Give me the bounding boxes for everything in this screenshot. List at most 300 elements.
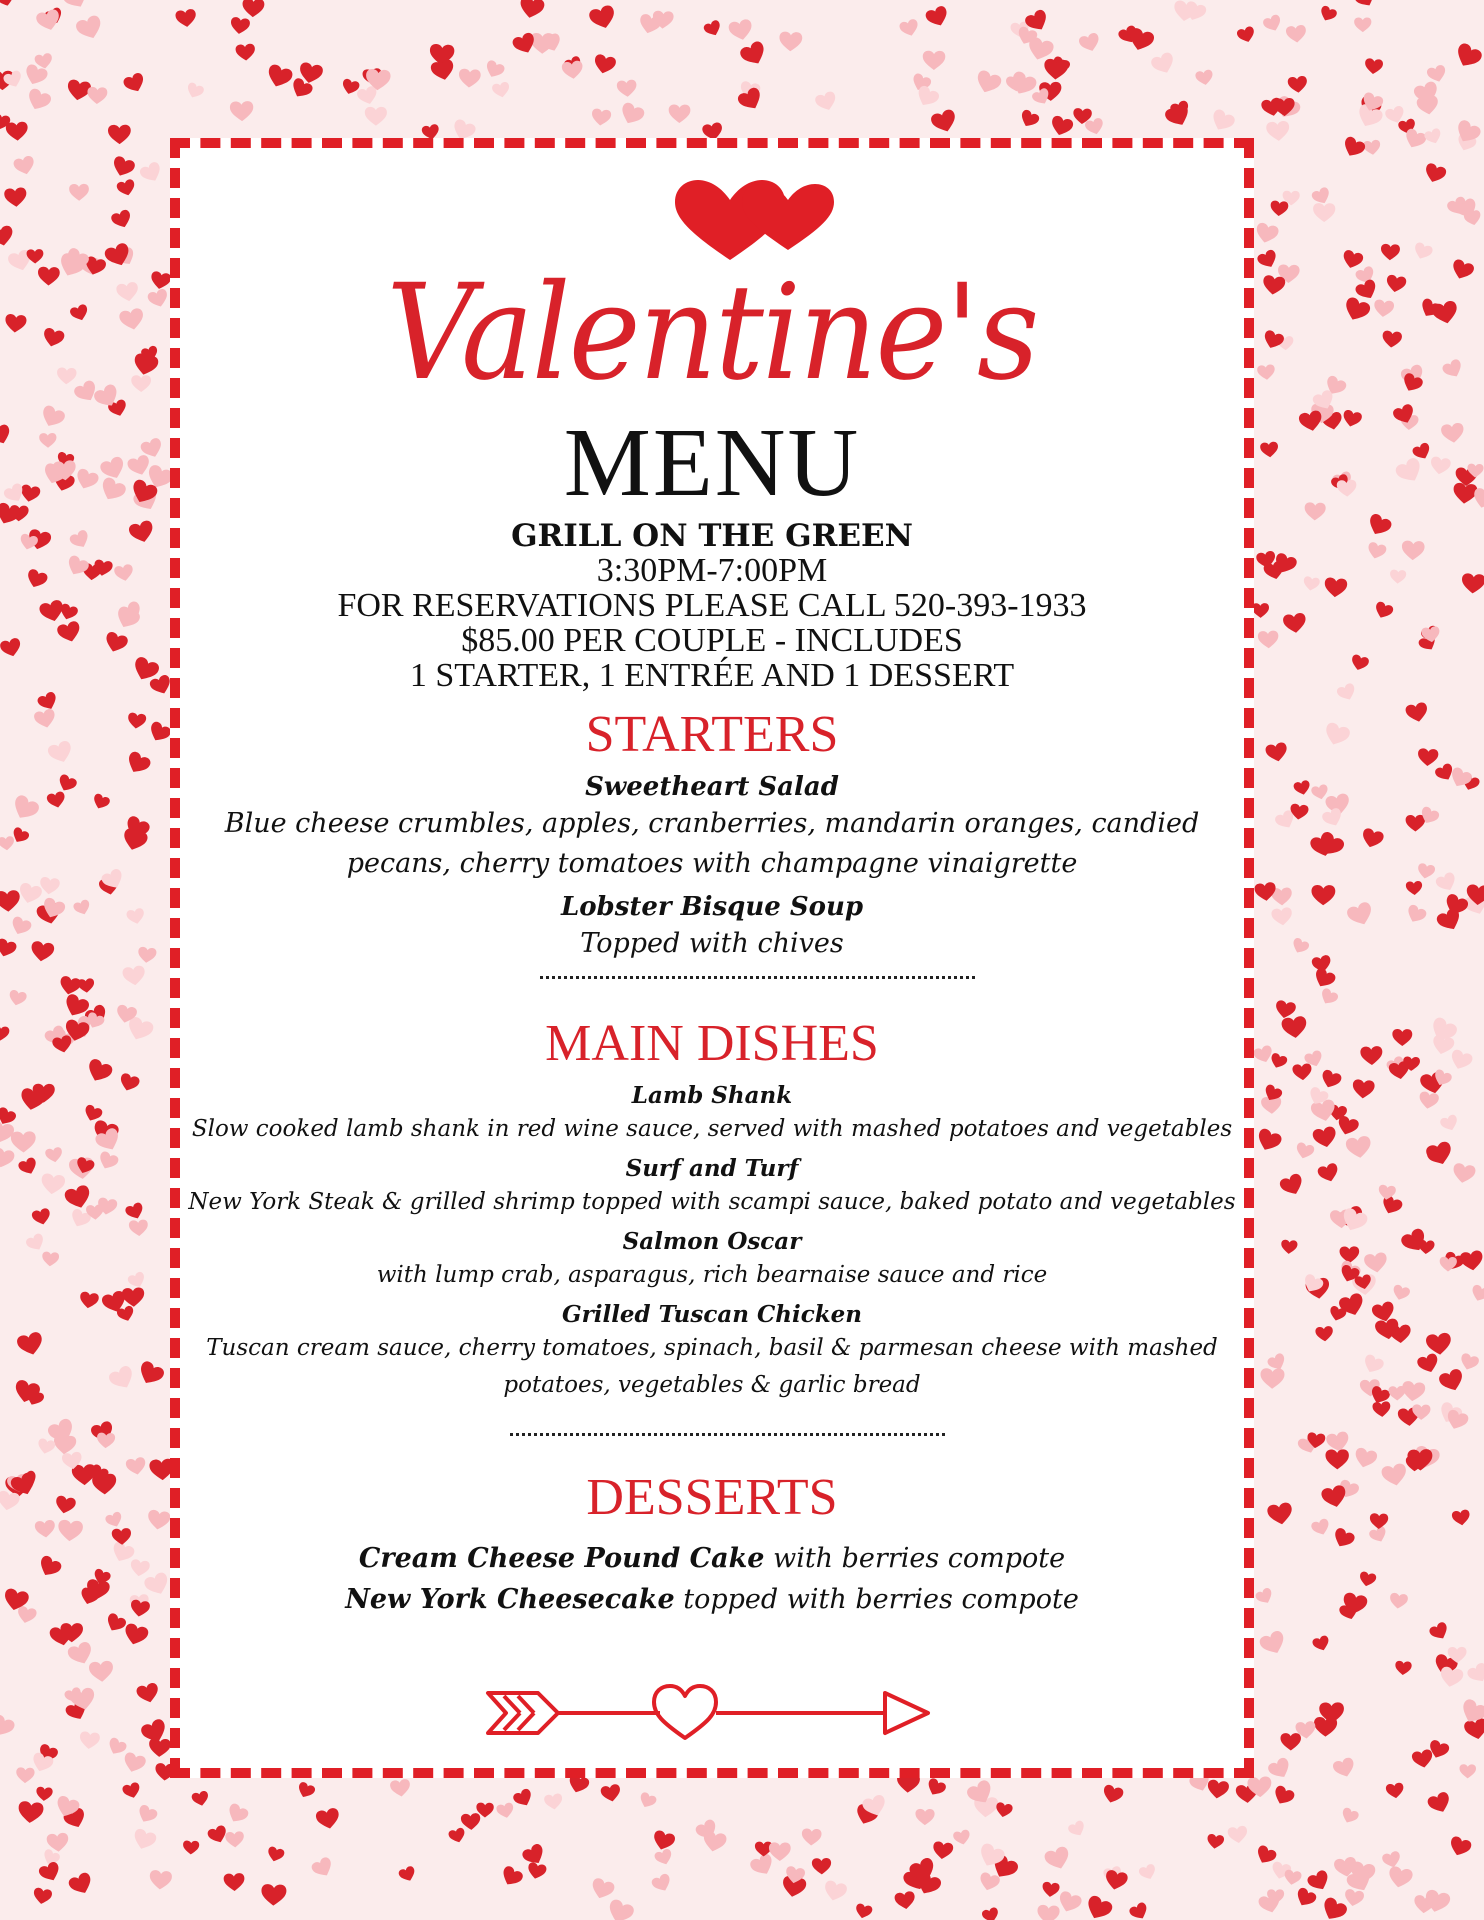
heart-confetti-icon xyxy=(104,1511,124,1530)
reservations-text: FOR RESERVATIONS PLEASE CALL 520-393-1933 xyxy=(337,587,1087,624)
heart-confetti-icon xyxy=(738,40,769,69)
heart-confetti-icon xyxy=(1150,51,1178,77)
starter-item-name: Lobster Bisque Soup xyxy=(560,892,864,922)
heart-confetti-icon xyxy=(1438,1666,1464,1689)
heart-confetti-icon xyxy=(24,87,52,114)
heart-confetti-icon xyxy=(1138,1863,1158,1882)
heart-confetti-icon xyxy=(1463,1717,1484,1741)
heart-confetti-icon xyxy=(1411,1749,1434,1770)
heart-confetti-icon xyxy=(116,281,140,303)
venue-name: GRILL ON THE GREEN xyxy=(511,518,913,554)
heart-confetti-icon xyxy=(1365,512,1393,539)
heart-confetti-icon xyxy=(36,1438,56,1456)
heart-confetti-icon xyxy=(588,4,618,32)
heart-confetti-icon xyxy=(1049,115,1075,138)
heart-confetti-icon xyxy=(129,1599,150,1618)
heart-confetti-icon xyxy=(1458,1352,1480,1372)
heart-confetti-icon xyxy=(45,1147,64,1164)
heart-confetti-icon xyxy=(223,1873,245,1892)
heart-confetti-icon xyxy=(261,1884,287,1906)
heart-confetti-icon xyxy=(135,1682,160,1705)
heart-confetti-icon xyxy=(1341,409,1363,429)
heart-confetti-icon xyxy=(0,890,21,913)
heart-confetti-icon xyxy=(1258,630,1279,648)
heart-confetti-icon xyxy=(16,1331,46,1358)
title-menu: MENU xyxy=(563,409,861,517)
heart-confetti-icon xyxy=(1254,1127,1283,1154)
heart-confetti-icon xyxy=(1290,937,1310,956)
main-item-desc: with lump crab, asparagus, rich bearnaise sauce and rice xyxy=(376,1262,1048,1288)
heart-confetti-icon xyxy=(149,271,172,291)
heart-confetti-icon xyxy=(1364,58,1383,75)
heart-confetti-icon xyxy=(1381,330,1402,348)
heart-confetti-icon xyxy=(894,1891,916,1911)
heart-confetti-icon xyxy=(814,90,839,113)
heart-confetti-icon xyxy=(0,1713,16,1740)
heart-confetti-icon xyxy=(105,1736,128,1757)
heart-confetti-icon xyxy=(1018,108,1041,130)
heart-confetti-icon xyxy=(977,1871,1000,1892)
heart-confetti-icon xyxy=(499,1864,525,1889)
heart-confetti-icon xyxy=(448,1827,467,1845)
heart-confetti-icon xyxy=(1423,162,1448,185)
heart-confetti-icon xyxy=(483,59,506,80)
heart-confetti-icon xyxy=(854,1903,873,1920)
heart-confetti-icon xyxy=(1363,139,1382,156)
heart-confetti-icon xyxy=(1389,1592,1409,1609)
heart-confetti-icon xyxy=(1349,654,1369,673)
heart-confetti-icon xyxy=(1236,25,1257,44)
heart-confetti-icon xyxy=(1258,1629,1289,1658)
heart-confetti-icon xyxy=(315,1807,341,1831)
heart-confetti-icon xyxy=(1261,329,1285,351)
heart-confetti-icon xyxy=(1360,1046,1383,1066)
heart-confetti-icon xyxy=(25,1232,48,1253)
heart-confetti-icon xyxy=(128,519,156,545)
dessert-item-desc: topped with berries compote xyxy=(683,1584,1079,1615)
heart-confetti-icon xyxy=(1067,1819,1088,1839)
heart-confetti-icon xyxy=(1083,1894,1114,1920)
dotted-divider xyxy=(510,1433,945,1436)
heart-confetti-icon xyxy=(1370,1513,1389,1529)
heart-confetti-icon xyxy=(148,1738,171,1758)
main-item-desc: New York Steak & grilled shrimp topped with scampi sauce, baked potato and vegetables xyxy=(188,1189,1236,1215)
heart-confetti-icon xyxy=(915,1809,934,1826)
heart-confetti-icon xyxy=(191,1790,210,1807)
heart-confetti-icon xyxy=(17,1156,39,1177)
heart-confetti-icon xyxy=(38,404,66,431)
heart-confetti-icon xyxy=(5,121,28,141)
heart-confetti-icon xyxy=(1448,1048,1474,1072)
heart-confetti-icon xyxy=(1340,135,1367,160)
heart-confetti-icon xyxy=(491,81,511,99)
heart-confetti-icon xyxy=(591,108,612,127)
heart-confetti-icon xyxy=(600,1783,622,1803)
heart-confetti-icon xyxy=(33,708,57,730)
includes-text: 1 STARTER, 1 ENTRÉE AND 1 DESSERT xyxy=(409,657,1015,694)
heart-confetti-icon xyxy=(46,791,67,810)
dessert-item xyxy=(180,1584,1244,1615)
heart-confetti-icon xyxy=(11,1131,36,1153)
heart-confetti-icon xyxy=(1417,748,1438,767)
heart-confetti-icon xyxy=(1361,1353,1385,1376)
heart-confetti-icon xyxy=(1260,1368,1284,1389)
heart-confetti-icon xyxy=(1401,540,1425,560)
heart-confetti-icon xyxy=(40,1173,66,1196)
heart-confetti-icon xyxy=(17,1801,44,1825)
heart-confetti-icon xyxy=(0,937,18,959)
heart-confetti-icon xyxy=(46,740,74,766)
heart-confetti-icon xyxy=(1459,1250,1484,1272)
heart-confetti-icon xyxy=(57,1519,83,1542)
heart-confetti-icon xyxy=(1252,603,1270,618)
heart-confetti-icon xyxy=(122,71,147,95)
heart-confetti-icon xyxy=(0,1147,15,1170)
heart-confetti-icon xyxy=(1413,1895,1435,1914)
cupid-arrow-icon xyxy=(480,1678,940,1748)
heart-confetti-icon xyxy=(924,1777,947,1799)
heart-confetti-icon xyxy=(69,184,89,201)
heart-confetti-icon xyxy=(122,1287,145,1307)
heart-confetti-icon xyxy=(1385,1782,1404,1799)
heart-confetti-icon xyxy=(512,1787,535,1809)
main-item-name: Lamb Shank xyxy=(631,1082,793,1109)
heart-confetti-icon xyxy=(822,1880,848,1904)
heart-confetti-icon xyxy=(1265,742,1289,764)
price-text: $85.00 PER COUPLE - INCLUDES xyxy=(461,622,963,659)
heart-confetti-icon xyxy=(1285,25,1307,44)
heart-confetti-icon xyxy=(1037,1905,1060,1920)
heart-confetti-icon xyxy=(235,43,256,61)
heart-confetti-icon xyxy=(146,1509,171,1531)
heart-confetti-icon xyxy=(183,1840,200,1854)
heart-confetti-icon xyxy=(1306,1869,1332,1894)
heart-confetti-icon xyxy=(518,0,546,20)
heart-confetti-icon xyxy=(143,1571,172,1598)
heart-confetti-icon xyxy=(67,1871,95,1898)
heart-confetti-icon xyxy=(30,940,55,962)
heart-confetti-icon xyxy=(1449,258,1475,282)
heart-confetti-icon xyxy=(127,712,147,730)
heart-confetti-icon xyxy=(266,1846,285,1864)
heart-confetti-icon xyxy=(1056,1890,1083,1915)
heart-confetti-icon xyxy=(4,314,27,334)
heart-confetti-icon xyxy=(39,433,57,448)
heart-confetti-icon xyxy=(1262,14,1284,34)
heart-confetti-icon xyxy=(1387,1865,1414,1889)
heart-confetti-icon xyxy=(1254,222,1280,246)
heart-confetti-icon xyxy=(1293,780,1312,797)
heart-confetti-icon xyxy=(56,367,76,385)
heart-confetti-icon xyxy=(1345,1135,1372,1159)
heart-confetti-icon xyxy=(1331,1526,1357,1550)
heart-confetti-icon xyxy=(38,267,60,286)
heart-confetti-icon xyxy=(1451,1162,1476,1184)
heart-confetti-icon xyxy=(49,1624,75,1648)
heart-confetti-icon xyxy=(1354,278,1380,303)
heart-confetti-icon xyxy=(1283,1869,1302,1886)
heart-confetti-icon xyxy=(616,79,637,97)
heart-confetti-icon xyxy=(110,209,134,231)
heart-confetti-icon xyxy=(1385,274,1407,294)
heart-confetti-icon xyxy=(122,965,147,987)
heart-confetti-icon xyxy=(1461,573,1484,594)
heart-confetti-icon xyxy=(79,1291,100,1310)
heart-confetti-icon xyxy=(618,101,646,128)
heart-confetti-icon xyxy=(1425,1332,1452,1356)
heart-confetti-icon xyxy=(1298,410,1324,433)
heart-confetti-icon xyxy=(1271,907,1293,927)
desserts-heading: DESSERTS xyxy=(586,1469,838,1526)
heart-confetti-icon xyxy=(131,375,151,392)
heart-confetti-icon xyxy=(149,1870,173,1891)
heart-confetti-icon xyxy=(19,484,41,504)
heart-confetti-icon xyxy=(924,5,951,30)
heart-confetti-icon xyxy=(801,1828,822,1846)
heart-confetti-icon xyxy=(1343,1888,1365,1907)
heart-confetti-icon xyxy=(1353,0,1378,10)
heart-confetti-icon xyxy=(107,1364,137,1393)
heart-confetti-icon xyxy=(111,1528,131,1546)
heart-confetti-icon xyxy=(1260,441,1279,458)
dessert-item-name: New York Cheesecake xyxy=(345,1584,675,1615)
heart-confetti-icon xyxy=(1315,1326,1334,1342)
main-item-name: Surf and Turf xyxy=(625,1155,799,1182)
heart-confetti-icon xyxy=(1254,1587,1275,1607)
heart-confetti-icon xyxy=(0,0,16,8)
heart-confetti-icon xyxy=(7,989,27,1007)
heart-confetti-icon xyxy=(1352,1079,1375,1099)
starter-item-desc: pecans, cherry tomatoes with champagne vinaigrette xyxy=(346,848,1078,879)
heart-confetti-icon xyxy=(703,19,724,38)
heart-confetti-icon xyxy=(1282,612,1307,634)
heart-confetti-icon xyxy=(1271,1784,1296,1808)
heart-confetti-icon xyxy=(116,178,137,197)
heart-confetti-icon xyxy=(1459,1764,1476,1778)
heart-confetti-icon xyxy=(981,1907,1000,1920)
heart-confetti-icon xyxy=(1381,1463,1409,1488)
heart-confetti-icon xyxy=(1363,1252,1388,1274)
heart-confetti-icon xyxy=(1426,1791,1453,1816)
heart-confetti-icon xyxy=(108,125,131,145)
heart-confetti-icon xyxy=(1318,5,1338,24)
heart-confetti-icon xyxy=(1266,1502,1294,1527)
heart-confetti-icon xyxy=(1266,121,1290,142)
heart-confetti-icon xyxy=(1041,1881,1060,1897)
heart-confetti-icon xyxy=(137,946,157,963)
hours-text: 3:30PM-7:00PM xyxy=(596,552,828,589)
heart-confetti-icon xyxy=(1358,1571,1377,1588)
heart-confetti-icon xyxy=(1281,1239,1298,1254)
heart-confetti-icon xyxy=(230,101,254,122)
heart-confetti-icon xyxy=(1378,1184,1397,1200)
heart-confetti-icon xyxy=(1423,127,1443,146)
heart-confetti-icon xyxy=(1360,827,1385,850)
heart-confetti-icon xyxy=(122,1622,150,1647)
heart-confetti-icon xyxy=(1404,903,1428,925)
heart-confetti-icon xyxy=(1257,364,1276,381)
heart-confetti-icon xyxy=(175,9,197,29)
heart-confetti-icon xyxy=(461,1813,481,1831)
heart-confetti-icon xyxy=(398,1865,418,1884)
dotted-divider xyxy=(540,976,975,979)
heart-confetti-icon xyxy=(1281,1016,1308,1040)
heart-confetti-icon xyxy=(103,631,129,655)
heart-confetti-icon xyxy=(26,249,43,264)
heart-confetti-icon xyxy=(973,69,1003,97)
heart-confetti-icon xyxy=(32,1887,53,1905)
heart-confetti-icon xyxy=(61,0,91,12)
heart-confetti-icon xyxy=(1304,502,1326,521)
heart-confetti-icon xyxy=(1101,1784,1125,1806)
heart-confetti-icon xyxy=(0,423,13,447)
heart-confetti-icon xyxy=(653,1848,674,1867)
heart-confetti-icon xyxy=(812,1858,832,1875)
heart-confetti-icon xyxy=(1381,1850,1402,1869)
heart-confetti-icon xyxy=(1373,299,1395,318)
heart-confetti-icon xyxy=(87,87,108,105)
heart-confetti-icon xyxy=(229,17,250,36)
dessert-item xyxy=(180,1543,1244,1574)
heart-confetti-icon xyxy=(1302,576,1320,592)
heart-confetti-icon xyxy=(1341,296,1372,325)
heart-confetti-icon xyxy=(125,1456,147,1476)
heart-confetti-icon xyxy=(1311,1635,1331,1653)
heart-confetti-icon xyxy=(1405,701,1430,723)
heart-confetti-icon xyxy=(637,1791,657,1810)
heart-confetti-icon xyxy=(1418,1240,1435,1255)
heart-confetti-icon xyxy=(73,467,100,492)
dessert-item-name: Cream Cheese Pound Cake xyxy=(358,1543,765,1574)
heart-confetti-icon xyxy=(56,773,78,794)
heart-confetti-icon xyxy=(1325,1449,1349,1469)
heart-confetti-icon xyxy=(1206,1833,1224,1849)
heart-confetti-icon xyxy=(1227,1825,1248,1844)
heart-confetti-icon xyxy=(1310,1518,1331,1538)
heart-confetti-icon xyxy=(56,620,83,644)
heart-confetti-icon xyxy=(1353,1447,1379,1470)
heart-confetti-icon xyxy=(1104,1869,1129,1892)
heart-confetti-icon xyxy=(592,53,617,75)
heart-confetti-icon xyxy=(129,1559,150,1578)
heart-confetti-icon xyxy=(1391,1284,1411,1302)
heart-confetti-icon xyxy=(458,68,481,88)
heart-confetti-icon xyxy=(36,1786,53,1801)
heart-confetti-icon xyxy=(0,225,15,248)
heart-confetti-icon xyxy=(650,1872,673,1894)
heart-confetti-icon xyxy=(544,1793,564,1811)
heart-confetti-icon xyxy=(110,155,136,179)
title-script: Valentine's xyxy=(386,256,1038,410)
heart-confetti-icon xyxy=(118,1072,141,1093)
heart-confetti-icon xyxy=(1439,1114,1460,1134)
heart-confetti-icon xyxy=(54,1495,77,1515)
heart-confetti-icon xyxy=(16,1767,35,1783)
heart-confetti-icon xyxy=(138,160,164,185)
heart-confetti-icon xyxy=(39,876,60,895)
heart-confetti-icon xyxy=(1438,1368,1467,1395)
heart-confetti-icon xyxy=(1395,1661,1412,1676)
heart-confetti-icon xyxy=(91,793,111,812)
heart-confetti-icon xyxy=(1429,456,1451,476)
heart-confetti-icon xyxy=(1431,1034,1456,1056)
heart-confetti-icon xyxy=(131,1827,158,1852)
heart-confetti-icon xyxy=(34,1519,56,1538)
heart-confetti-icon xyxy=(1311,966,1337,991)
heart-confetti-icon xyxy=(225,1831,245,1848)
heart-confetti-icon xyxy=(1206,1779,1229,1800)
heart-confetti-icon xyxy=(113,564,134,583)
heart-confetti-icon xyxy=(1319,1069,1343,1091)
heart-confetti-icon xyxy=(124,750,153,777)
heart-confetti-icon xyxy=(1319,1896,1349,1920)
heart-confetti-icon xyxy=(12,155,36,177)
heart-confetti-icon xyxy=(1452,482,1478,505)
heart-confetti-icon xyxy=(1441,358,1465,381)
heart-confetti-icon xyxy=(1254,882,1277,902)
heart-confetti-icon xyxy=(31,1207,52,1226)
heart-confetti-icon xyxy=(1373,600,1395,620)
heart-confetti-icon xyxy=(1280,1733,1301,1751)
heart-confetti-icon xyxy=(146,720,172,745)
heart-confetti-icon xyxy=(84,1057,114,1085)
heart-confetti-icon xyxy=(530,33,555,54)
heart-confetti-icon xyxy=(1324,577,1348,598)
heart-confetti-icon xyxy=(1440,422,1465,444)
heart-confetti-icon xyxy=(1434,871,1459,894)
heart-confetti-icon xyxy=(147,288,171,310)
heart-confetti-icon xyxy=(526,1862,547,1881)
heart-confetti-icon xyxy=(1380,244,1400,261)
heart-confetti-icon xyxy=(1394,456,1426,487)
heart-confetti-icon xyxy=(36,1554,63,1580)
heart-confetti-icon xyxy=(89,1660,115,1682)
heart-confetti-icon xyxy=(69,303,90,323)
heart-confetti-icon xyxy=(121,1751,147,1775)
heart-confetti-icon xyxy=(1406,881,1423,896)
menu-card xyxy=(170,138,1254,1778)
heart-confetti-icon xyxy=(1452,41,1484,71)
heart-confetti-icon xyxy=(1313,203,1335,222)
heart-confetti-icon xyxy=(651,1829,676,1852)
heart-confetti-icon xyxy=(1466,1661,1484,1686)
heart-confetti-icon xyxy=(1268,1052,1288,1070)
heart-confetti-icon xyxy=(995,1802,1014,1819)
heart-confetti-icon xyxy=(1318,987,1340,1008)
heart-confetti-icon xyxy=(1426,64,1448,84)
heart-confetti-icon xyxy=(295,1781,316,1801)
heart-confetti-icon xyxy=(779,31,803,51)
heart-confetti-icon xyxy=(1270,200,1289,216)
heart-confetti-icon xyxy=(1266,1756,1293,1782)
main-item-desc: Tuscan cream sauce, cherry tomatoes, spinach, basil & parmesan cheese with mashed xyxy=(206,1335,1218,1361)
heart-confetti-icon xyxy=(930,108,959,135)
heart-confetti-icon xyxy=(1252,1044,1274,1065)
heart-confetti-icon xyxy=(605,1898,636,1920)
heart-confetti-icon xyxy=(1317,1162,1341,1184)
heart-confetti-icon xyxy=(1336,682,1358,703)
heart-confetti-icon xyxy=(79,1731,101,1750)
dessert-item-desc: with berries compote xyxy=(773,1543,1066,1574)
heart-confetti-icon xyxy=(923,51,946,70)
heart-confetti-icon xyxy=(589,1877,616,1902)
heart-confetti-icon xyxy=(124,1201,146,1221)
heart-confetti-icon xyxy=(265,63,295,90)
heart-confetti-icon xyxy=(1256,248,1280,271)
heart-confetti-icon xyxy=(97,476,128,505)
starter-item-desc: Blue cheese crumbles, apples, cranberries, mandarin oranges, candied xyxy=(224,808,1200,839)
heart-confetti-icon xyxy=(72,899,92,917)
